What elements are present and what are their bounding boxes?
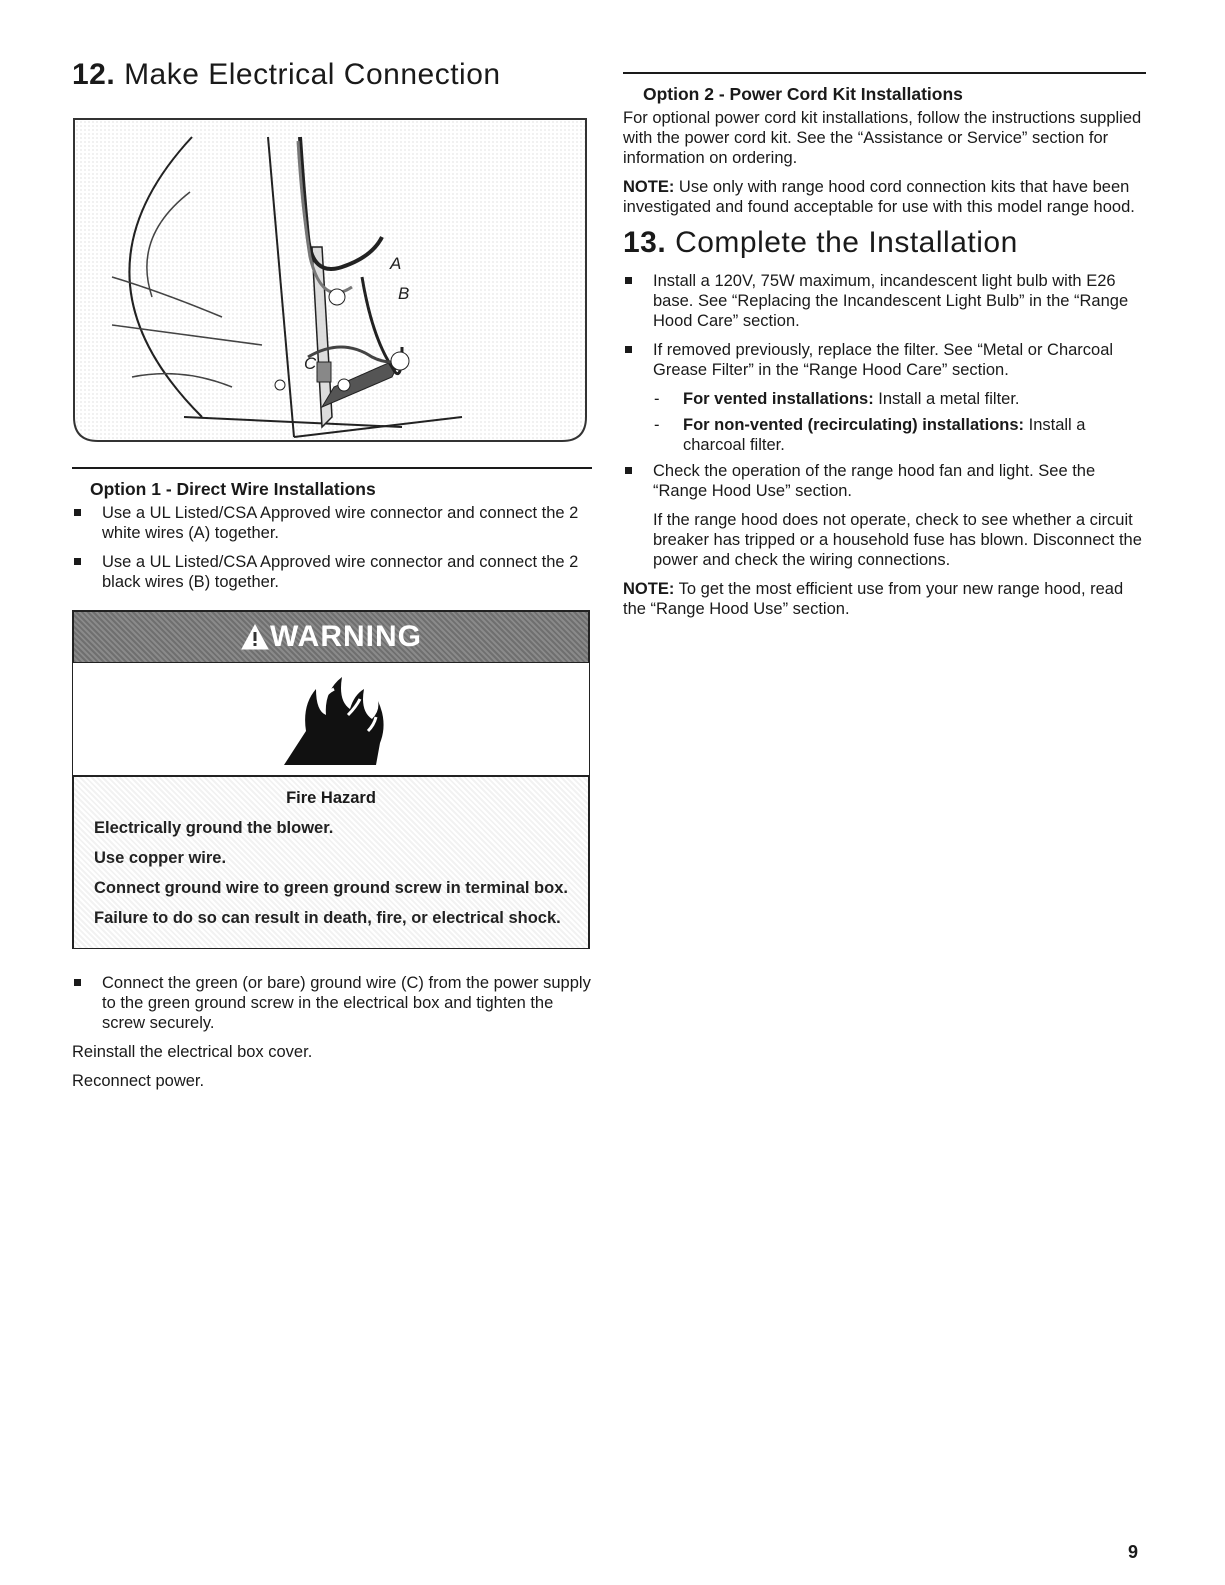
warning-body (73, 777, 589, 948)
right-column (623, 72, 1146, 628)
ground-wire-bullet: Connect the green (or bare) ground wire (C) from the power supply to the green ground screw in the electrical box and tighten the screw securely. (72, 973, 592, 1033)
note-text: Use only with range hood cord connection kits that have been investigated and found acceptable for use with this model range hood. (623, 178, 1135, 216)
sub-text: Install a charcoal filter. (683, 416, 1086, 454)
step-12-heading (72, 58, 592, 91)
warning-line: Use copper wire. (94, 849, 227, 867)
fire-icon (276, 671, 386, 767)
warning-title: WARNING (270, 620, 422, 653)
reinstall-text: Reinstall the electrical box cover. (72, 1043, 313, 1061)
option2-paragraph: For optional power cord kit installations, follow the instructions supplied with the power cord kit. See the “Assistance or Service” section for information on ordering. (623, 109, 1142, 167)
step13-bullet: If removed previously, replace the filter. See “Metal or Charcoal Grease Filter” in the “Range Hood Care” section. (623, 340, 1146, 380)
wiring-diagram (72, 117, 588, 443)
label-a: A (390, 254, 402, 273)
step13-bullet: Install a 120V, 75W maximum, incandescent light bulb with E26 base. See “Replacing the Incandescent Light Bulb” in the “Range Hood Care” section. (623, 271, 1146, 331)
wiring-illustration (72, 117, 588, 443)
step-title: Complete the Installation (675, 226, 1018, 259)
option1-bullet: Use a UL Listed/CSA Approved wire connector and connect the 2 black wires (B) together. (72, 552, 592, 592)
option2-rule (623, 72, 1146, 74)
option1-title: Option 1 - Direct Wire Installations (90, 479, 376, 499)
option2-note (623, 177, 1146, 217)
step-number: 12. (72, 58, 116, 91)
warning-box (72, 610, 590, 949)
warning-triangle-icon (240, 623, 270, 651)
warning-line: Electrically ground the blower. (94, 819, 334, 837)
step-13-heading (623, 226, 1146, 259)
option1-rule (72, 467, 592, 469)
filter-sub-item: - For vented installations: Install a metal filter. (654, 390, 1020, 408)
step-title: Make Electrical Connection (124, 58, 501, 91)
page-number: 9 (1128, 1542, 1139, 1562)
hazard-title: Fire Hazard (286, 789, 376, 807)
warning-line: Connect ground wire to green ground screw in terminal box. (94, 879, 568, 897)
warning-header (73, 611, 589, 663)
left-column (72, 58, 592, 1100)
sub-label: For non-vented (recirculating) installations: (683, 416, 1025, 434)
fire-icon-box (73, 663, 589, 777)
step13-note (623, 579, 1146, 619)
warning-line: Failure to do so can result in death, fire, or electrical shock. (94, 909, 561, 927)
step13-bullet: Check the operation of the range hood fan and light. See the “Range Hood Use” section. (623, 461, 1146, 501)
step-number: 13. (623, 226, 667, 259)
note-text: To get the most efficient use from your new range hood, read the “Range Hood Use” section. (623, 580, 1124, 618)
sub-label: For vented installations: (683, 390, 874, 408)
sub-text: Install a metal filter. (873, 390, 1020, 408)
note-label: NOTE: (623, 178, 675, 196)
option1-bullet: Use a UL Listed/CSA Approved wire connector and connect the 2 white wires (A) together. (72, 503, 592, 543)
reconnect-text: Reconnect power. (72, 1072, 205, 1090)
troubleshoot-text: If the range hood does not operate, check to see whether a circuit breaker has tripped or a household fuse has blown. Disconnect the power and check the wiring connections. (653, 511, 1142, 569)
label-b: B (398, 284, 410, 303)
note-label: NOTE: (623, 580, 675, 598)
label-c: C (304, 354, 317, 373)
filter-sub-item: - For non-vented (recirculating) installations: Install a charcoal filter. (654, 416, 1086, 454)
option2-title: Option 2 - Power Cord Kit Installations (643, 84, 963, 104)
